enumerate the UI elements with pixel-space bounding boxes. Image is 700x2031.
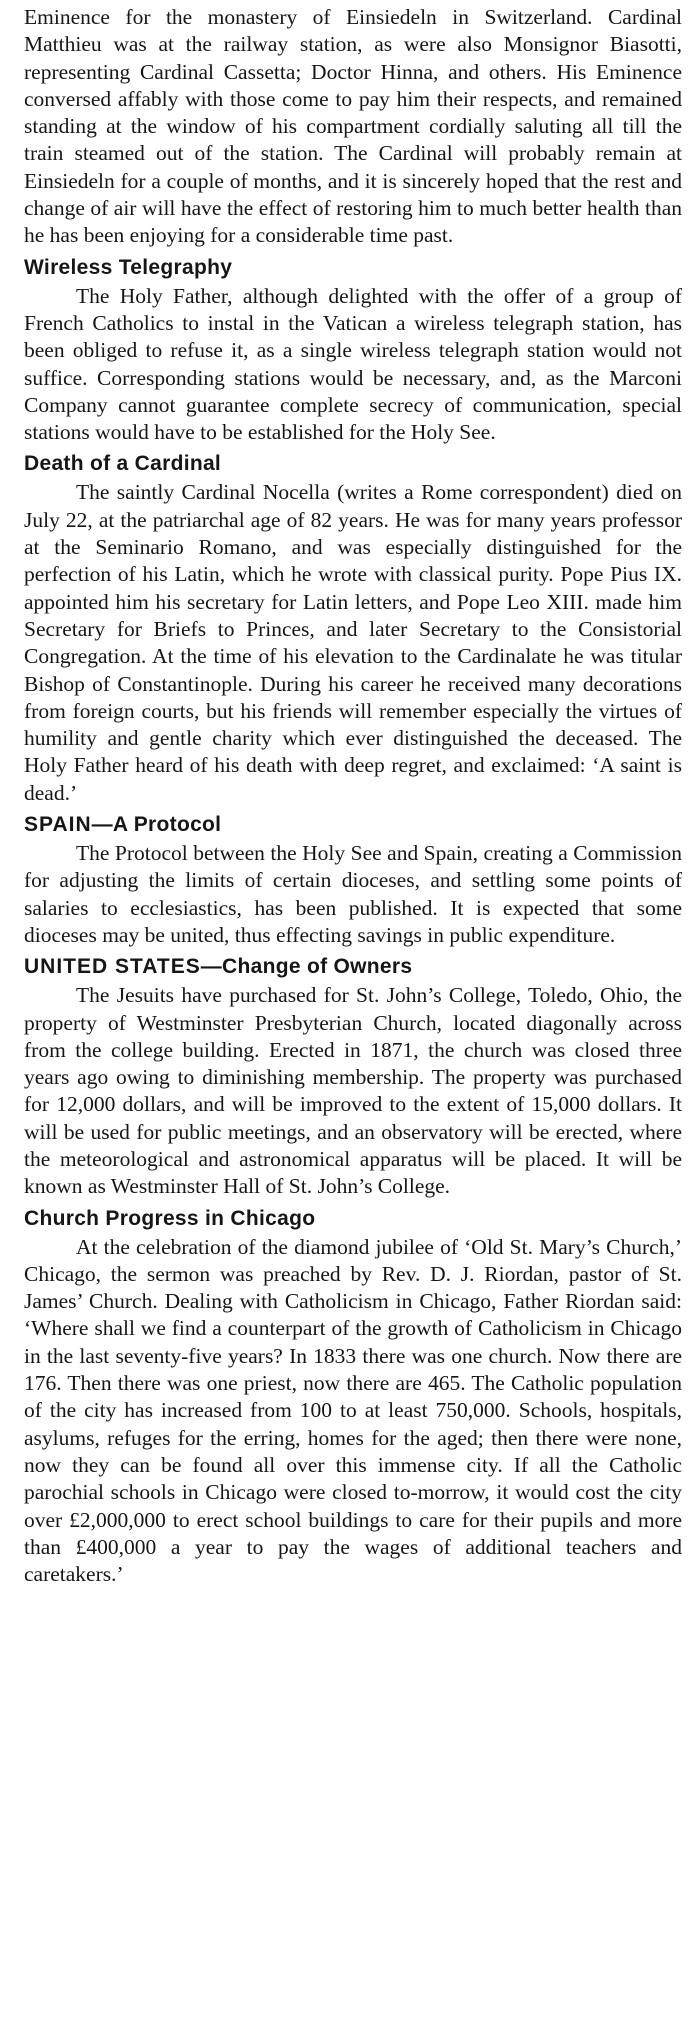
heading-united-states-change-of-owners [24, 953, 682, 980]
church-progress-chicago-paragraph: At the celebration of the diamond jubilee of ‘Old St. Mary’s Church,’ Chicago, the sermon was preached by Rev. D. J. Riordan, pastor of St. James’ Church. Dealing with Catholicism in Chicago, Father Riordan said: ‘Where shall we find a counterpart of the growth of Catholicism in Chicago in the last seventy-five years? In 1833 there was one church. Now there are 176. Then there was one priest, now there are 465. The Catholic population of the city has increased from 100 to at least 750,000. Schools, hospitals, asylums, refuges for the erring, homes for the aged; then there were none, now they can be found all over this immense city. If all the Catholic parochial schools in Chicago were closed to-morrow, it would cost the city over £2,000,000 to erect school buildings to care for their pupils and more than £400,000 a year to pay the wages of additional teachers and caretakers.’ [24, 1234, 682, 1587]
heading-church-progress-chicago: Church Progress in Chicago [24, 1206, 316, 1230]
spain-protocol-paragraph: The Protocol between the Holy See and Spain, creating a Commission for adjusting the limits of certain dioceses, and settling some points of salaries to ecclesiastics, has been published. It is expected that some dioceses may be united, thus effecting savings in public expenditure. [24, 841, 682, 947]
heading-spain-country: SPAIN [24, 813, 92, 837]
heading-death-of-a-cardinal: Death of a Cardinal [24, 452, 222, 476]
heading-spain-protocol [24, 811, 682, 838]
death-of-a-cardinal-paragraph: The saintly Cardinal Nocella (writes a Rome correspondent) died on July 22, at the patriarchal age of 82 years. He was for many years professor at the Seminario Romano, and was especially distinguished for the perfection of his Latin, which he wrote with classical purity. Pope Pius IX. appointed him his secretary for Latin letters, and Pope Leo XIII. made him Secretary for Briefs to Princes, and later Secretary to the Consistorial Congregation. At the time of his elevation to the Cardinalate he was titular Bishop of Constantinople. During his career he received many decorations from foreign courts, but his friends will remember especially the virtues of humility and gentle charity which ever distinguished the deceased. The Holy Father heard of his death with deep regret, and exclaimed: ‘A saint is dead.’ [24, 480, 682, 805]
wireless-telegraphy-paragraph: The Holy Father, although delighted with the offer of a group of French Catholics to instal in the Vatican a wireless telegraph station, has been obliged to refuse it, as a single wireless telegraph station would not suffice. Corresponding stations would be necessary, and, as the Marconi Company cannot guarantee complete secrecy of communication, special stations would have to be established for the Holy See. [24, 283, 682, 445]
newspaper-column [24, 4, 682, 1588]
heading-wireless-telegraphy: Wireless Telegraphy [24, 255, 233, 279]
heading-us-country: UNITED STATES [24, 955, 201, 979]
lead-paragraph: Eminence for the monastery of Einsiedeln in Switzerland. Cardinal Matthieu was at the railway station, as were also Monsignor Biasotti, representing Cardinal Cassetta; Doctor Hinna, and others. His Eminence conversed affably with those come to pay him their respects, and remained standing at the window of his compartment cordially saluting all till the train steamed out of the station. The Cardinal will probably remain at Einsiedeln for a couple of months, and it is sincerely hoped that the rest and change of air will have the effect of restoring him to much better health than he has been enjoying for a considerable time past. [24, 5, 682, 248]
heading-us-topic: —Change of Owners [200, 955, 413, 979]
heading-spain-topic: —A Protocol [91, 813, 222, 837]
united-states-paragraph: The Jesuits have purchased for St. John’s College, Toledo, Ohio, the property of Westminster Presbyterian Church, located diagonally across from the college building. Erected in 1871, the church was closed three years ago owing to diminishing membership. The property was purchased for 12,000 dollars, and will be improved to the extent of 15,000 dollars. It will be used for public meetings, and an observatory will be erected, where the meteorological and astronomical apparatus will be placed. It will be known as Westminster Hall of St. John’s College. [24, 983, 682, 1199]
